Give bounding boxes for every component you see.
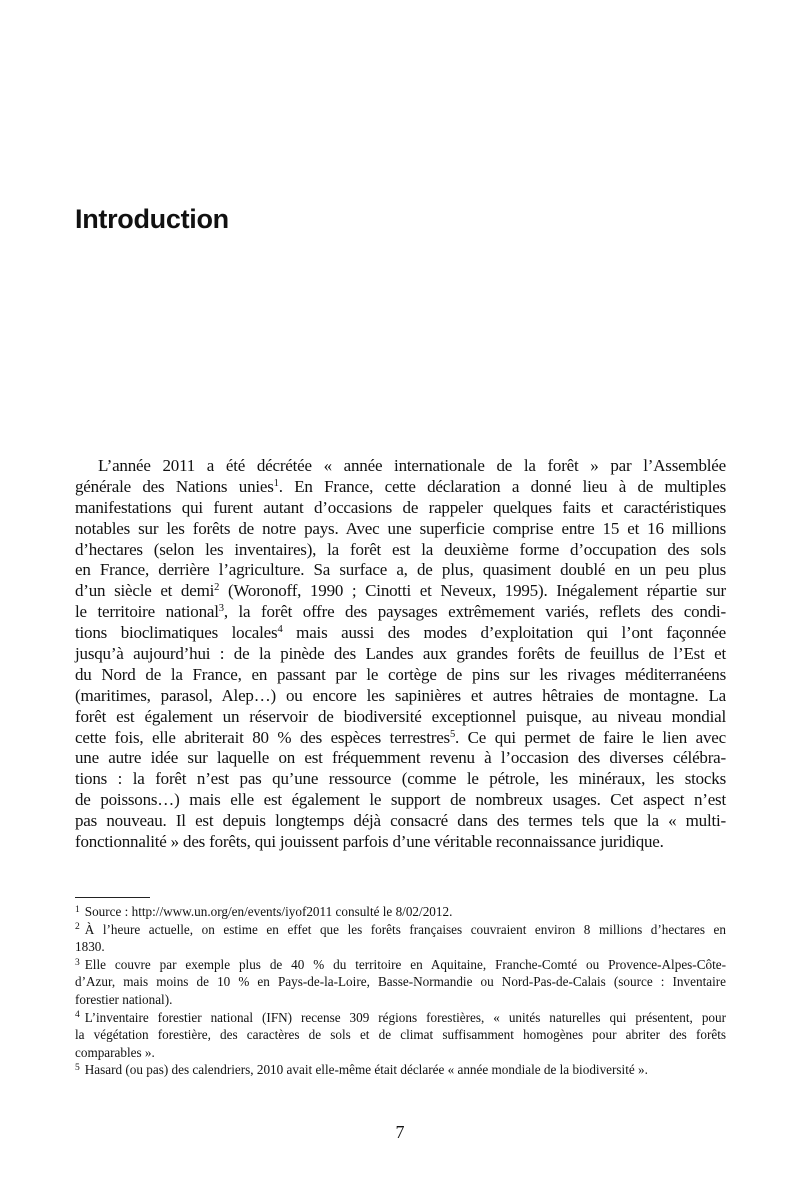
footnote-1: [75, 903, 726, 921]
footnote-text: d’Azur, mais moins de 10 % en Pays-de-la-Loire, Basse-Normandie ou Nord-Pas-de-Calais (source : Inventaire: [75, 974, 726, 990]
footnote-number: 5: [75, 1063, 80, 1074]
footnote-text: À l’heure actuelle, on estime en effet que les forêts françaises couvraient environ 8 millions d’hectares en: [84, 921, 726, 937]
text-line: [75, 748, 726, 769]
text-segment: en France, derrière l’agriculture. Sa surface a, de plus, quasiment doublé en un peu plus: [75, 560, 726, 580]
text-segment: notables sur les forêts de notre pays. Avec une superficie comprise entre 15 et 16 millions: [75, 518, 726, 538]
footnote-ref[interactable]: 3: [218, 603, 224, 615]
footnotes: [75, 903, 726, 1079]
text-segment: , la forêt offre des paysages extrêmement variés, reflets des condi-: [223, 602, 726, 622]
footnote-number: 4: [75, 1010, 80, 1021]
text-line: [75, 644, 726, 665]
footnote-text: L’inventaire forestier national (IFN) recense 309 régions forestières, « unités naturelles qui présentent, pour: [84, 1009, 726, 1025]
footnote-line: [75, 921, 726, 939]
footnote-line: [75, 938, 726, 956]
text-line: [75, 456, 726, 477]
text-line: [75, 602, 726, 623]
footnote-line: [75, 1026, 726, 1044]
text-segment: de poissons…) mais elle est également le support de nombreux usages. Cet aspect n’est: [75, 790, 726, 810]
text-line: [75, 769, 726, 790]
footnote-number: 2: [75, 922, 80, 933]
footnote-text: Elle couvre par exemple plus de 40 % du territoire en Aquitaine, Franche-Comté ou Provence-Alpes-Côte-: [84, 956, 726, 972]
body-paragraph: [75, 456, 726, 853]
footnote-text: la végétation forestière, des caractères de sols et de climat suffisamment homogènes pour abriter des forêts: [75, 1027, 726, 1043]
text-segment: forêt est également un réservoir de biodiversité exceptionnel puisque, au niveau mondial: [75, 706, 726, 726]
text-segment: (maritimes, parasol, Alep…) ou encore les sapinières et autres hêtraies de montagne. La: [75, 685, 726, 705]
text-segment: pas nouveau. Il est depuis longtemps déjà consacré dans des termes tels que la « multi-: [75, 811, 726, 831]
text-line: [75, 477, 726, 498]
text-line: [75, 581, 726, 602]
text-segment: L’année 2011 a été décrétée « année internationale de la forêt » par l’Assemblée: [98, 456, 726, 475]
text-segment: jusqu’à aujourd’hui : de la pinède des Landes aux grandes forêts de feuillus de l’Est et: [75, 644, 726, 664]
footnote-ref[interactable]: 1: [273, 478, 279, 490]
text-line: [75, 519, 726, 540]
text-line: [75, 832, 726, 853]
footnote-number: 1: [75, 904, 80, 915]
page-number: 7: [395, 1122, 405, 1142]
text-line: [75, 560, 726, 581]
text-line: [75, 623, 726, 644]
footnote-text: forestier national).: [75, 991, 173, 1007]
footnote-separator: [75, 897, 150, 898]
text-line: [75, 728, 726, 749]
chapter-heading: Introduction: [75, 204, 229, 234]
text-line: [75, 811, 726, 832]
text-segment: le territoire national: [75, 602, 219, 622]
text-segment: mais aussi des modes d’exploitation qui l’ont façonnée: [282, 623, 726, 643]
footnote-ref[interactable]: 2: [214, 582, 220, 594]
text-segment: tions bioclimatiques locales: [75, 623, 278, 643]
text-segment: tions : la forêt n’est pas qu’une ressource (comme le pétrole, les minéraux, les stocks: [75, 769, 726, 789]
footnote-5: [75, 1061, 726, 1079]
text-segment: une autre idée sur laquelle on est fréquemment revenu à l’occasion des diverses célébra-: [75, 748, 726, 768]
footnote-3: [75, 956, 726, 1009]
footnote-text: Source : http://www.un.org/en/events/iyof2011 consulté le 8/02/2012.: [84, 904, 453, 919]
text-segment: d’hectares (selon les inventaires), la forêt est la deuxième forme d’occupation des sols: [75, 539, 726, 559]
text-segment: . Ce qui permet de faire le lien avec: [455, 727, 726, 747]
footnote-text: comparables ».: [75, 1044, 155, 1060]
text-segment: cette fois, elle abriterait 80 % des espèces terrestres: [75, 727, 450, 747]
footnote-line: [75, 1044, 726, 1062]
footnote-line: [75, 1009, 726, 1027]
footnote-text: Hasard (ou pas) des calendriers, 2010 avait elle-même était déclarée « année mondiale de la biodiversité ».: [84, 1062, 648, 1078]
footnote-line: [75, 903, 726, 921]
text-line: [75, 790, 726, 811]
text-segment: fonctionnalité » des forêts, qui jouissent parfois d’une véritable reconnaissance juridique.: [75, 832, 664, 852]
footnote-line: [75, 973, 726, 991]
text-line: [75, 498, 726, 519]
footnote-line: [75, 956, 726, 974]
footnote-line: [75, 1061, 726, 1079]
text-segment: manifestations qui furent autant d’occasions de rappeler quelques faits et caractéristiques: [75, 497, 726, 517]
text-segment: générale des Nations unies: [75, 476, 274, 496]
text-line: [75, 686, 726, 707]
footnote-number: 3: [75, 957, 80, 968]
text-line: [75, 665, 726, 686]
text-segment: d’un siècle et demi: [75, 581, 215, 601]
footnote-line: [75, 991, 726, 1009]
text-segment: du Nord de la France, en passant par le cortège de pins sur les rivages méditerranéens: [75, 664, 726, 684]
text-line: [75, 707, 726, 728]
text-segment: . En France, cette déclaration a donné lieu à de multiples: [278, 476, 726, 496]
footnote-text: 1830.: [75, 939, 105, 955]
footnote-ref[interactable]: 4: [277, 624, 283, 636]
text-segment: (Woronoff, 1990 ; Cinotti et Neveux, 1995). Inégalement répartie sur: [219, 581, 726, 601]
footnote-2: [75, 921, 726, 956]
footnote-4: [75, 1009, 726, 1062]
footnote-ref[interactable]: 5: [449, 728, 456, 740]
text-line: [75, 540, 726, 561]
